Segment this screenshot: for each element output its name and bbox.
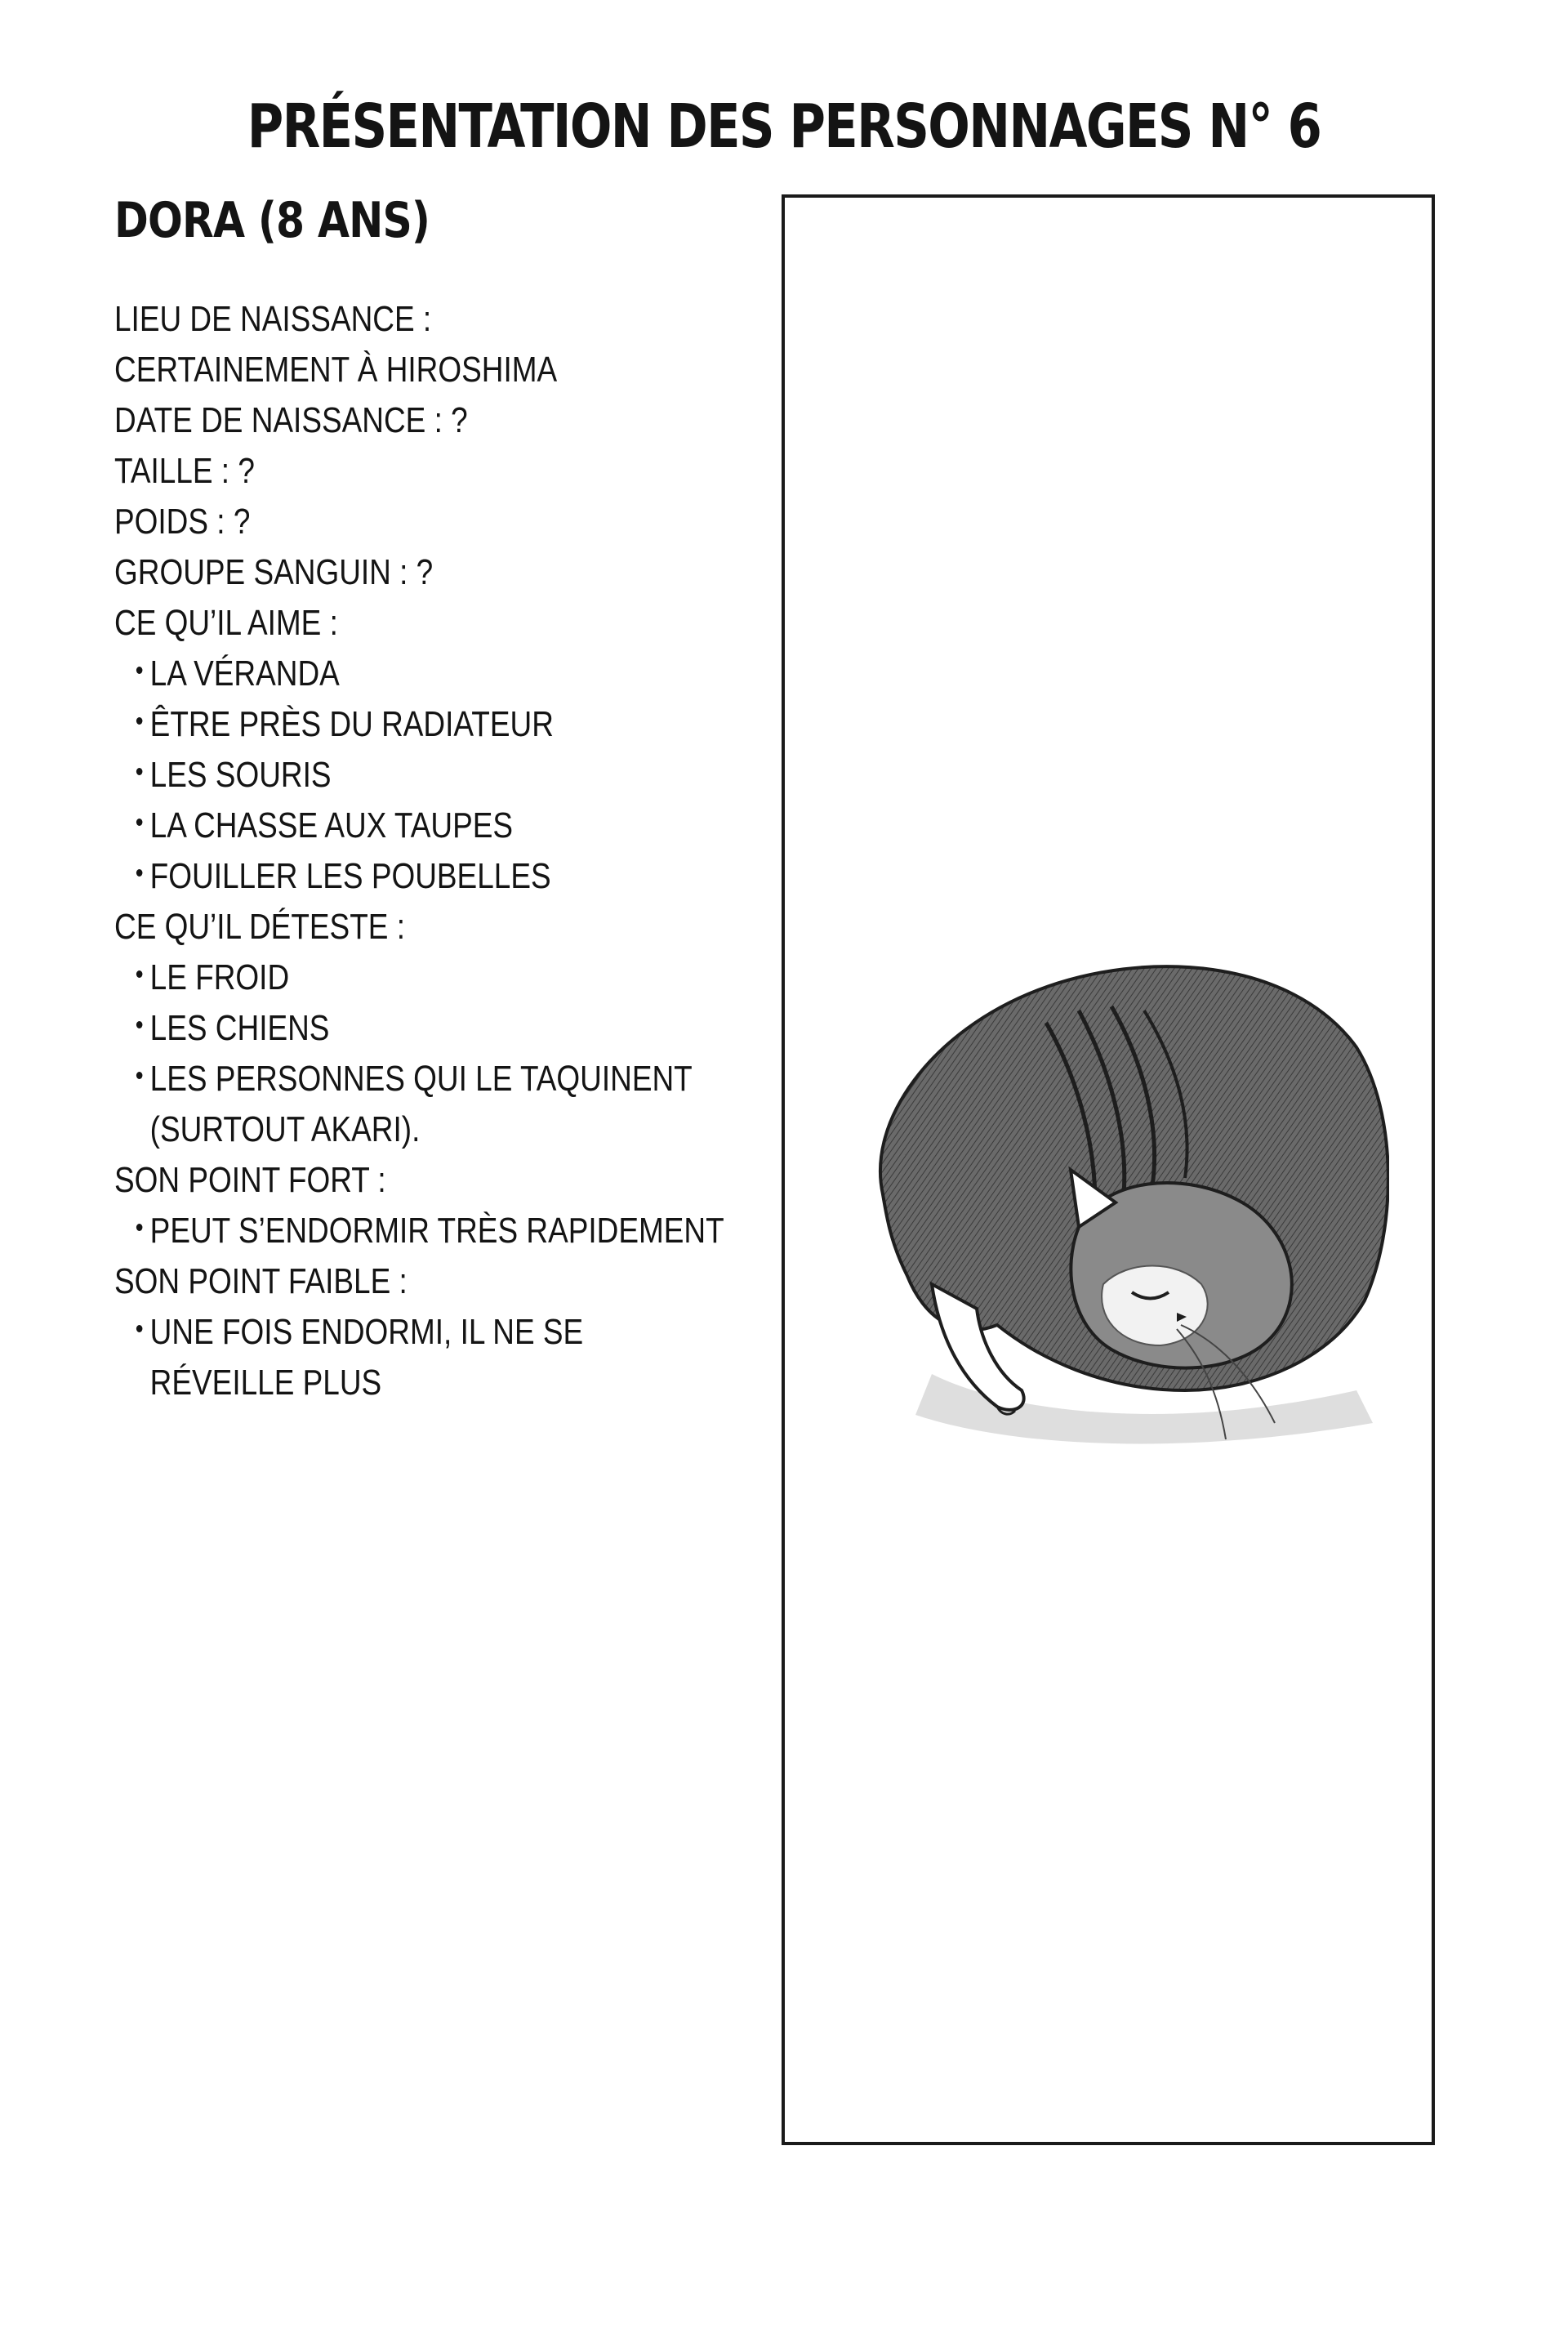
bullet-icon	[136, 1021, 143, 1028]
illustration-frame	[782, 194, 1435, 2145]
bullet-icon	[136, 717, 143, 725]
blood-type: GROUPE SANGUIN : ?	[114, 552, 434, 592]
like-item: FOUILLER LES POUBELLES	[149, 856, 551, 896]
bullet-icon	[136, 1325, 143, 1332]
dislike-item-continuation: (SURTOUT AKARI).	[149, 1109, 421, 1149]
list-item	[114, 649, 800, 699]
list-item	[114, 1054, 800, 1104]
bullet-icon	[136, 768, 143, 775]
sleeping-cat-icon	[834, 933, 1389, 1480]
strength-item: PEUT S’ENDORMIR TRÈS RAPIDEMENT	[149, 1211, 724, 1251]
bullet-icon	[136, 1072, 143, 1079]
dislike-item: LES CHIENS	[149, 1008, 330, 1048]
bullet-icon	[136, 667, 143, 674]
dislike-item: LE FROID	[149, 957, 290, 997]
list-item	[114, 801, 800, 851]
birthplace-value: CERTAINEMENT À HIROSHIMA	[114, 350, 558, 390]
like-item: LA CHASSE AUX TAUPES	[149, 805, 514, 845]
bullet-icon	[136, 970, 143, 978]
weakness-item: UNE FOIS ENDORMI, IL NE SE	[149, 1312, 584, 1352]
likes-label: CE QU’IL AIME :	[114, 603, 338, 643]
page-title: PRÉSENTATION DES PERSONNAGES N° 6	[247, 91, 1321, 162]
profile-list	[114, 294, 800, 1408]
bullet-icon	[136, 819, 143, 826]
birthdate: DATE DE NAISSANCE : ?	[114, 400, 468, 440]
list-item	[114, 1307, 800, 1358]
list-item	[114, 952, 800, 1003]
dislike-item: LES PERSONNES QUI LE TAQUINENT	[149, 1059, 693, 1099]
list-item	[114, 750, 800, 801]
list-item	[114, 851, 800, 902]
character-name: DORA (8 ANS)	[114, 192, 430, 249]
weight: POIDS : ?	[114, 502, 251, 542]
like-item: ÊTRE PRÈS DU RADIATEUR	[149, 704, 554, 744]
bullet-icon	[136, 869, 143, 877]
strength-label: SON POINT FORT :	[114, 1160, 386, 1200]
weakness-label: SON POINT FAIBLE :	[114, 1261, 408, 1301]
list-item	[114, 1206, 800, 1256]
list-item	[114, 699, 800, 750]
like-item: LES SOURIS	[149, 755, 332, 795]
birthplace-label: LIEU DE NAISSANCE :	[114, 299, 432, 339]
height: TAILLE : ?	[114, 451, 255, 491]
like-item: LA VÉRANDA	[149, 654, 340, 694]
bullet-icon	[136, 1224, 143, 1231]
list-item	[114, 1003, 800, 1054]
dislikes-label: CE QU’IL DÉTESTE :	[114, 907, 405, 947]
weakness-item-continuation: RÉVEILLE PLUS	[149, 1363, 382, 1403]
